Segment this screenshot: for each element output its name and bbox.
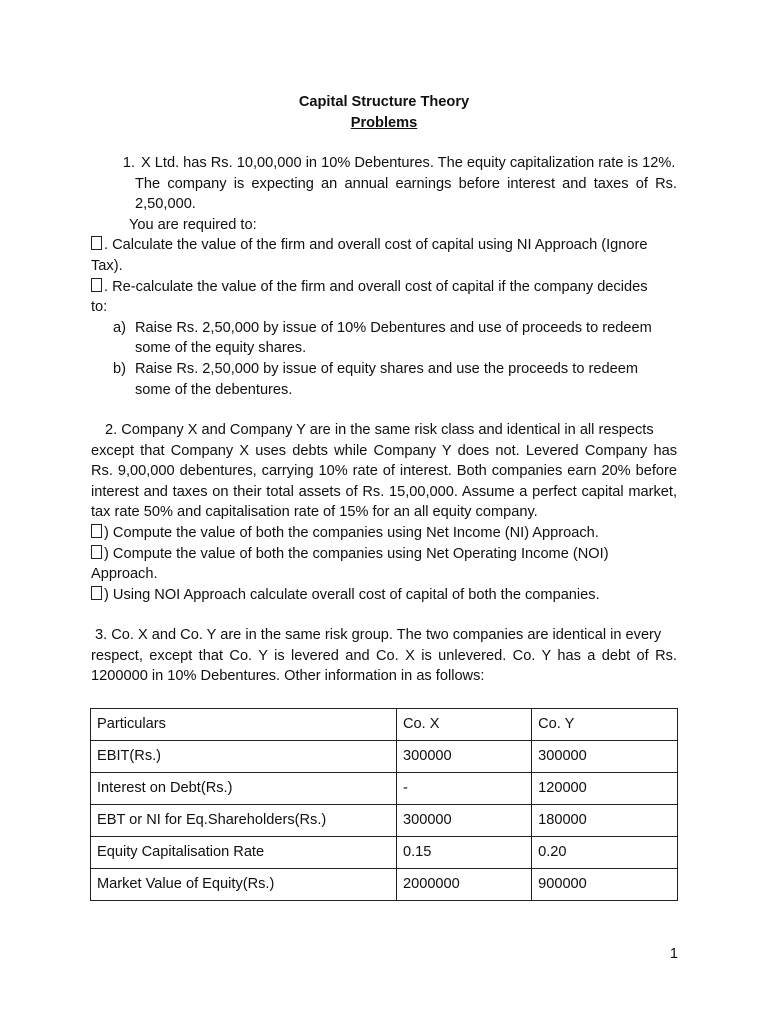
q1-option-b: b) Raise Rs. 2,50,000 by issue of equity shares and use the proceeds to redeem xyxy=(113,360,638,377)
q1-part-i-cont: Tax). xyxy=(91,257,123,274)
question-3 xyxy=(91,625,677,687)
q3-line-1: 3. Co. X and Co. Y are in the same risk group. The two companies are identical in every xyxy=(95,627,662,643)
question-2 xyxy=(91,420,677,605)
table-cell: 2000000 xyxy=(396,869,531,901)
comparison-table xyxy=(90,708,678,901)
q2-line-1: 2. Company X and Company Y are in the same risk class and identical in all respects xyxy=(105,422,654,438)
q1-option-b-cont: some of the debentures. xyxy=(135,381,293,398)
table-cell: 300000 xyxy=(396,805,531,837)
missing-glyph-icon xyxy=(91,278,102,292)
table-cell: Interest on Debt(Rs.) xyxy=(91,773,397,805)
q2-part-i: ) Compute the value of both the companies using Net Income (NI) Approach. xyxy=(91,523,677,544)
table-cell: Equity Capitalisation Rate xyxy=(91,837,397,869)
q3-line-2: respect, except that Co. Y is levered and Co. X is unlevered. Co. Y has a debt of Rs. xyxy=(91,647,677,664)
q3-line-3: 1200000 in 10% Debentures. Other information in as follows: xyxy=(91,668,485,685)
q1-option-a: a) Raise Rs. 2,50,000 by issue of 10% Debentures and use of proceeds to redeem xyxy=(113,319,652,336)
page-subtitle: Problems xyxy=(350,115,418,131)
missing-glyph-icon xyxy=(91,236,102,250)
table-cell: 300000 xyxy=(532,741,678,773)
q1-part-i: . Calculate the value of the firm and overall cost of capital using NI Approach (Ignore xyxy=(91,235,677,256)
q1-requirement: You are required to: xyxy=(129,216,257,233)
q1-line-1: 1. X Ltd. has Rs. 10,00,000 in 10% Debentures. The equity capitalization rate is 12%. xyxy=(91,153,677,174)
table-cell: - xyxy=(396,773,531,805)
q1-line-3: 2,50,000. xyxy=(135,196,196,213)
table-cell: 300000 xyxy=(396,741,531,773)
missing-glyph-icon xyxy=(91,545,102,559)
q1-line-2: The company is expecting an annual earnings before interest and taxes of Rs. xyxy=(135,175,677,192)
table-cell: Market Value of Equity(Rs.) xyxy=(91,869,397,901)
q2-part-iii: ) Using NOI Approach calculate overall cost of capital of both the companies. xyxy=(91,585,677,606)
question-1 xyxy=(91,153,677,400)
table-row xyxy=(91,837,678,869)
table-row xyxy=(91,805,678,837)
q2-line-5: tax rate 50% and capitalisation rate of 15% for an all equity company. xyxy=(91,504,538,521)
missing-glyph-icon xyxy=(91,524,102,538)
table-cell: 120000 xyxy=(532,773,678,805)
q2-line-2: except that Company X uses debts while Company Y does not. Levered Company has xyxy=(91,442,677,459)
q1-part-ii: . Re-calculate the value of the firm and overall cost of capital if the company decides xyxy=(91,277,677,298)
q1-number: 1. xyxy=(122,155,135,171)
table-cell: EBT or NI for Eq.Shareholders(Rs.) xyxy=(91,805,397,837)
table-cell: 0.20 xyxy=(532,837,678,869)
q2-part-ii: ) Compute the value of both the companies using Net Operating Income (NOI) xyxy=(91,544,677,565)
table-header-cell: Co. X xyxy=(396,709,531,741)
table-cell: 900000 xyxy=(532,869,678,901)
missing-glyph-icon xyxy=(91,586,102,600)
q2-line-3: Rs. 9,00,000 debentures, carrying 10% rate of interest. Both companies earn 20% before xyxy=(91,463,677,480)
table-cell: EBIT(Rs.) xyxy=(91,741,397,773)
q1-part-ii-cont: to: xyxy=(91,299,108,316)
table-header-cell: Co. Y xyxy=(532,709,678,741)
q1-option-a-cont: some of the equity shares. xyxy=(135,340,307,357)
page-title: Capital Structure Theory xyxy=(298,94,470,110)
table-cell: 180000 xyxy=(532,805,678,837)
table-row xyxy=(91,773,678,805)
table-header-row xyxy=(91,709,678,741)
q2-line-4: interest and taxes on their total assets of Rs. 15,00,000. Assume a perfect capital market, xyxy=(91,483,677,500)
page-number: 1 xyxy=(669,946,678,962)
table-row xyxy=(91,741,678,773)
q2-part-ii-cont: Approach. xyxy=(91,566,158,583)
table-cell: 0.15 xyxy=(396,837,531,869)
table-row xyxy=(91,869,678,901)
table-header-cell: Particulars xyxy=(91,709,397,741)
